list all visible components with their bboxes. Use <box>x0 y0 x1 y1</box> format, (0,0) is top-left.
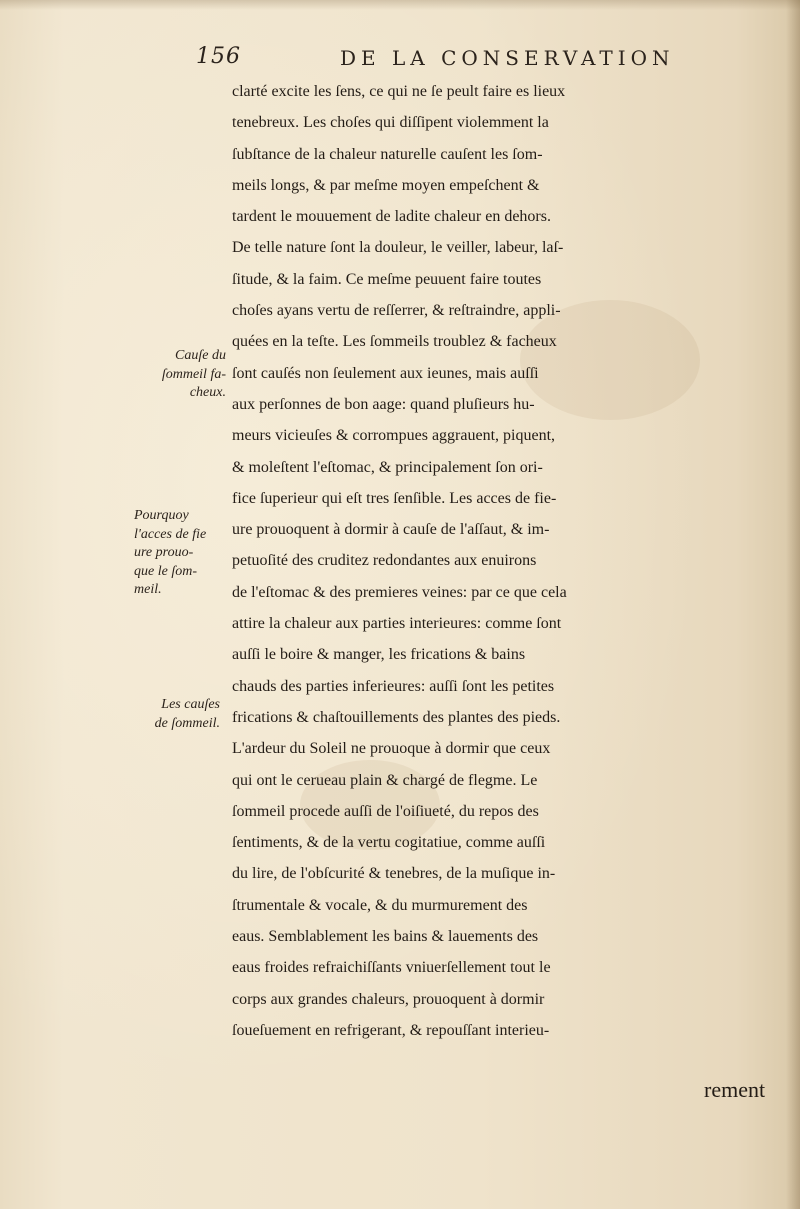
text-line: chauds des parties inferieures: auſſi ſont les petites <box>232 677 555 695</box>
text-line: ſentiments, & de la vertu cogitatiue, comme auſſi <box>232 834 546 852</box>
margin-note-line: meil. <box>134 582 162 597</box>
text-line: De telle nature ſont la douleur, le veiller, labeur, laſ- <box>232 239 564 257</box>
text-line: ſubſtance de la chaleur naturelle cauſent les ſom- <box>232 145 543 163</box>
text-line: du lire, de l'obſcurité & tenebres, de la muſique in- <box>232 865 556 883</box>
text-line: L'ardeur du Soleil ne prouoque à dormir que ceux <box>232 740 551 758</box>
text-line: ſoueſuement en refrigerant, & repouſſant interieu- <box>232 1021 550 1039</box>
text-line: ſommeil procede auſſi de l'oiſiueté, du repos des <box>232 802 539 820</box>
catchword: rement <box>704 1077 766 1102</box>
text-line: attire la chaleur aux parties interieures: comme ſont <box>232 615 562 633</box>
text-line: fice ſuperieur qui eſt tres ſenſible. Les acces de fie- <box>232 489 557 507</box>
margin-note-line: Cauſe du <box>175 348 226 363</box>
text-line: & moleſtent l'eſtomac, & principalement ſon ori- <box>232 458 543 476</box>
text-line: tardent le mouuement de ladite chaleur en dehors. <box>232 208 551 226</box>
margin-note-line: cheux. <box>189 385 226 400</box>
text-line: meils longs, & par meſme moyen empeſchent & <box>232 176 540 194</box>
text-line: ure prouoquent à dormir à cauſe de l'aſſaut, & im- <box>232 521 550 539</box>
text-line: meurs vicieuſes & corrompues aggrauent, piquent, <box>232 427 556 445</box>
running-title: DE LA CONSERVATION <box>340 46 675 70</box>
text-line: corps aux grandes chaleurs, prouoquent à dormir <box>232 990 545 1008</box>
margin-note-line: ſommeil fa- <box>161 366 226 382</box>
margin-note-line: Les cauſes <box>161 697 220 712</box>
text-line: qui ont le cerueau plain & chargé de flegme. Le <box>232 771 538 789</box>
text-line: quées en la teſte. Les ſommeils troublez & facheux <box>232 333 557 351</box>
body-text <box>232 76 792 1046</box>
text-line: auſſi le boire & manger, les frications & bains <box>232 646 526 664</box>
text-line: petuoſité des cruditez redondantes aux enuirons <box>232 552 537 570</box>
text-line: ſitude, & la faim. Ce meſme peuuent faire toutes <box>232 270 542 288</box>
text-line: tenebreux. Les choſes qui diſſipent violemment la <box>232 114 549 132</box>
page-top-shadow <box>0 0 800 10</box>
margin-note-line: que le ſom- <box>134 563 197 579</box>
margin-note-line: de ſommeil. <box>154 715 220 731</box>
margin-note-line: ure prouo- <box>134 545 194 560</box>
text-line: eaus froides refraichiſſants vniuerſellement tout le <box>232 959 551 977</box>
margin-note-line: Pourquoy <box>134 508 189 523</box>
margin-note-cause-sommeil-facheux <box>138 347 226 403</box>
text-line: de l'eſtomac & des premieres veines: par ce que cela <box>232 583 567 601</box>
text-line: ſtrumentale & vocale, & du murmurement des <box>232 896 528 914</box>
text-line: eaus. Semblablement les bains & lauements des <box>232 928 539 946</box>
text-line: ſont cauſés non ſeulement aux ieunes, mais auſſi <box>232 364 539 382</box>
text-line: aux perſonnes de bon aage: quand pluſieurs hu- <box>232 395 535 413</box>
text-line: choſes ayans vertu de reſſerrer, & reſtraindre, appli- <box>232 302 561 320</box>
margin-note-causes-sommeil <box>134 696 220 733</box>
margin-note-line: l'acces de fie <box>134 526 207 542</box>
margin-note-pourquoy-acces <box>134 507 220 600</box>
text-line: clarté excite les ſens, ce qui ne ſe peult faire es lieux <box>232 83 566 100</box>
page-number: 156 <box>196 44 241 69</box>
text-line: frications & chaſtouillements des plantes des pieds. <box>232 708 561 726</box>
